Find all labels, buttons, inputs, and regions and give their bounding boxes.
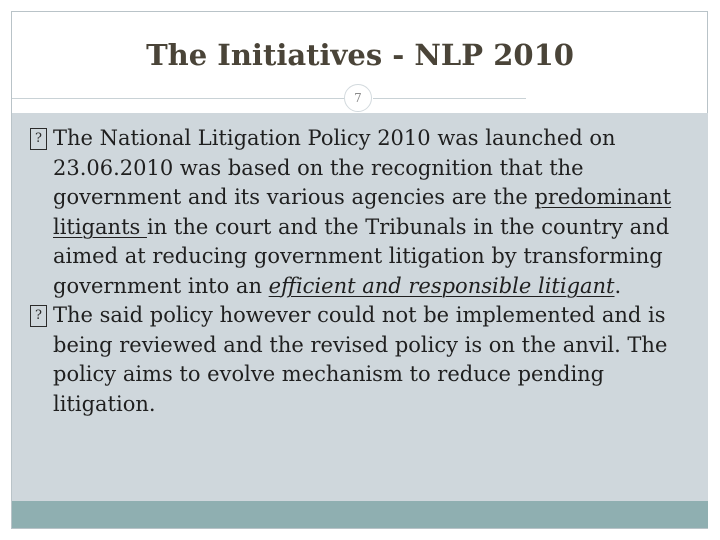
footer-bar xyxy=(12,501,708,528)
bullet-1-emphasis-efficient: efficient and responsible litigant xyxy=(268,273,615,298)
bullet-1-text-start: The National Litigation Policy 2010 was launched on 23.06.2010 was based on the recognition that the government and its various agencies are the xyxy=(53,126,616,209)
page-number-badge: 7 xyxy=(344,84,372,112)
bullet-box-icon: ? xyxy=(30,128,47,150)
bullet-1-text-end: . xyxy=(614,273,622,298)
bullet-item-2 xyxy=(30,301,695,419)
bullet-list xyxy=(30,124,695,419)
title-divider-left xyxy=(12,98,345,99)
bullet-2-text: The said policy however could not be implemented and is being reviewed and the revised policy is on the anvil. The policy aims to evolve mechanism to reduce pending litigation. xyxy=(53,303,668,416)
bullet-1-text-middle: in the court and the Tribunals in the country and aimed at reducing government litigation by transforming government into an xyxy=(53,214,670,298)
title-divider-right xyxy=(373,98,526,99)
bullet-box-icon: ? xyxy=(30,305,47,327)
slide-title: The Initiatives - NLP 2010 xyxy=(146,38,574,72)
bullet-1-emphasis-litigants: predominant litigants xyxy=(53,185,672,239)
bullet-item-1 xyxy=(30,124,695,301)
